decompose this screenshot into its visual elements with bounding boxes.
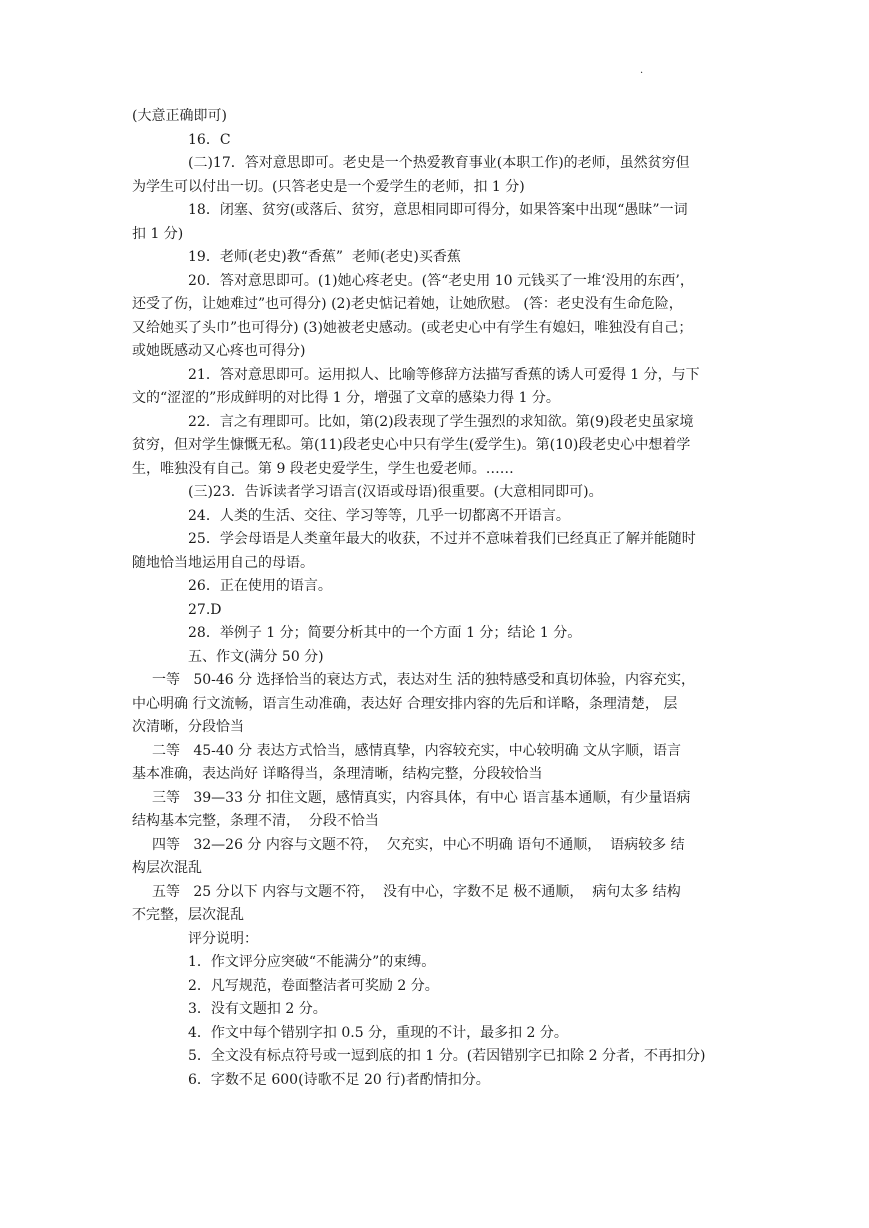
- text-line: 四等 32—26 分 内容与文题不符， 欠充实，中心不明确 语句不通顺， 语病较多 结: [152, 836, 685, 853]
- text-line: 2．凡写规范，卷面整洁者可奖励 2 分。: [188, 977, 439, 994]
- text-line: (三)23．告诉读者学习语言(汉语或母语)很重要。(大意相同即可)。: [188, 484, 603, 500]
- text-line: 或她既感动又心疼也可得分): [132, 343, 306, 359]
- text-line: 五等 25 分以下 内容与文题不符， 没有中心，字数不足 极不通顺， 病句太多 结构: [152, 883, 681, 900]
- text-line: 5．全文没有标点符号或一逗到底的扣 1 分。(若因错别字已扣除 2 分者，不再扣分): [188, 1048, 706, 1064]
- header-mark: ·: [640, 68, 644, 79]
- text-line: 16．C: [188, 131, 231, 148]
- text-line: 27.D: [188, 601, 222, 618]
- text-line: 中心明确 行文流畅，语言生动准确，表达好 合理安排内容的先后和详略，条理清楚， 层: [132, 695, 678, 712]
- text-line: 不完整，层次混乱: [132, 907, 244, 923]
- text-line: (大意正确即可): [132, 108, 227, 124]
- text-line: 28．举例子 1 分；简要分析其中的一个方面 1 分；结论 1 分。: [188, 625, 582, 641]
- text-line: 18．闭塞、贫穷(或落后、贫穷，意思相同即可得分，如果答案中出现“愚昧”一词: [188, 202, 688, 218]
- text-line: 扣 1 分): [132, 225, 184, 242]
- text-line: 构层次混乱: [132, 860, 202, 876]
- text-line: 结构基本完整，条理不清， 分段不恰当: [132, 813, 379, 829]
- text-line: 又给她买了头巾”也可得分) (3)她被老史感动。(或老史心中有学生有媳妇，唯独没有自己；: [132, 319, 693, 336]
- text-line: 基本准确，表达尚好 详略得当，条理清晰，结构完整，分段较恰当: [132, 766, 543, 782]
- text-line: 26．正在使用的语言。: [188, 578, 332, 594]
- answer-key-text: [132, 105, 738, 1092]
- text-line: 22．言之有理即可。比如，第(2)段表现了学生强烈的求知欲。第(9)段老史虽家境: [188, 413, 694, 430]
- text-line: (二)17．答对意思即可。老史是一个热爱教育事业(本职工作)的老师，虽然贫穷但: [188, 155, 690, 171]
- text-line: 随地恰当地运用自己的母语。: [132, 554, 314, 571]
- text-line: 为学生可以付出一切。(只答老史是一个爱学生的老师，扣 1 分): [132, 178, 525, 195]
- text-line: 一等 50-46 分 选择恰当的衰达方式，表达对生 活的独特感受和真切体验，内容充实，: [152, 672, 696, 688]
- text-line: 还受了伤，让她难过”也可得分) (2)老史惦记着她，让她欣慰。 (答：老史没有生命危险，: [132, 296, 683, 312]
- text-line: 次清晰，分段恰当: [132, 719, 244, 735]
- text-line: 1．作文评分应突破“不能满分”的束缚。: [188, 954, 436, 970]
- text-line: 贫穷，但对学生慷慨无私。第(11)段老史心中只有学生(爱学生)。第(10)段老史心中想着学: [132, 437, 691, 453]
- text-line: 6．字数不足 600(诗歌不足 20 行)者酌情扣分。: [188, 1071, 490, 1088]
- text-line: 25．学会母语是人类童年最大的收获，不过并不意味着我们已经真正了解并能随时: [188, 531, 696, 547]
- text-line: 3．没有文题扣 2 分。: [188, 1001, 327, 1017]
- text-line: 24．人类的生活、交往、学习等等，几乎一切都离不开语言。: [188, 507, 570, 524]
- text-line: 4．作文中每个错别字扣 0.5 分，重现的不计，最多扣 2 分。: [188, 1024, 568, 1041]
- text-line: 文的“涩涩的”形成鲜明的对比得 1 分，增强了文章的感染力得 1 分。: [132, 390, 560, 406]
- text-line: 20．答对意思即可。(1)她心疼老史。(答“老史用 10 元钱买了一堆‘没用的东西’，: [188, 272, 694, 289]
- text-line: 21．答对意思即可。运用拟人、比喻等修辞方法描写香蕉的诱人可爱得 1 分，与下: [188, 366, 700, 383]
- text-line: 二等 45-40 分 表达方式恰当，感情真挚，内容较充实，中心较明确 文从字顺，语言: [152, 742, 682, 759]
- text-line: 19．老师(老史)教“香蕉” 老师(老史)买香蕉: [188, 249, 461, 265]
- text-line: 生，唯独没有自己。第 9 段老史爱学生，学生也爱老师。……: [132, 460, 514, 477]
- text-line: 评分说明：: [188, 930, 258, 947]
- text-line: 三等 39—33 分 扣住文题，感情真实，内容具体，有中心 语言基本通顺，有少量语病: [152, 789, 691, 806]
- text-line: 五、作文(满分 50 分): [188, 648, 324, 665]
